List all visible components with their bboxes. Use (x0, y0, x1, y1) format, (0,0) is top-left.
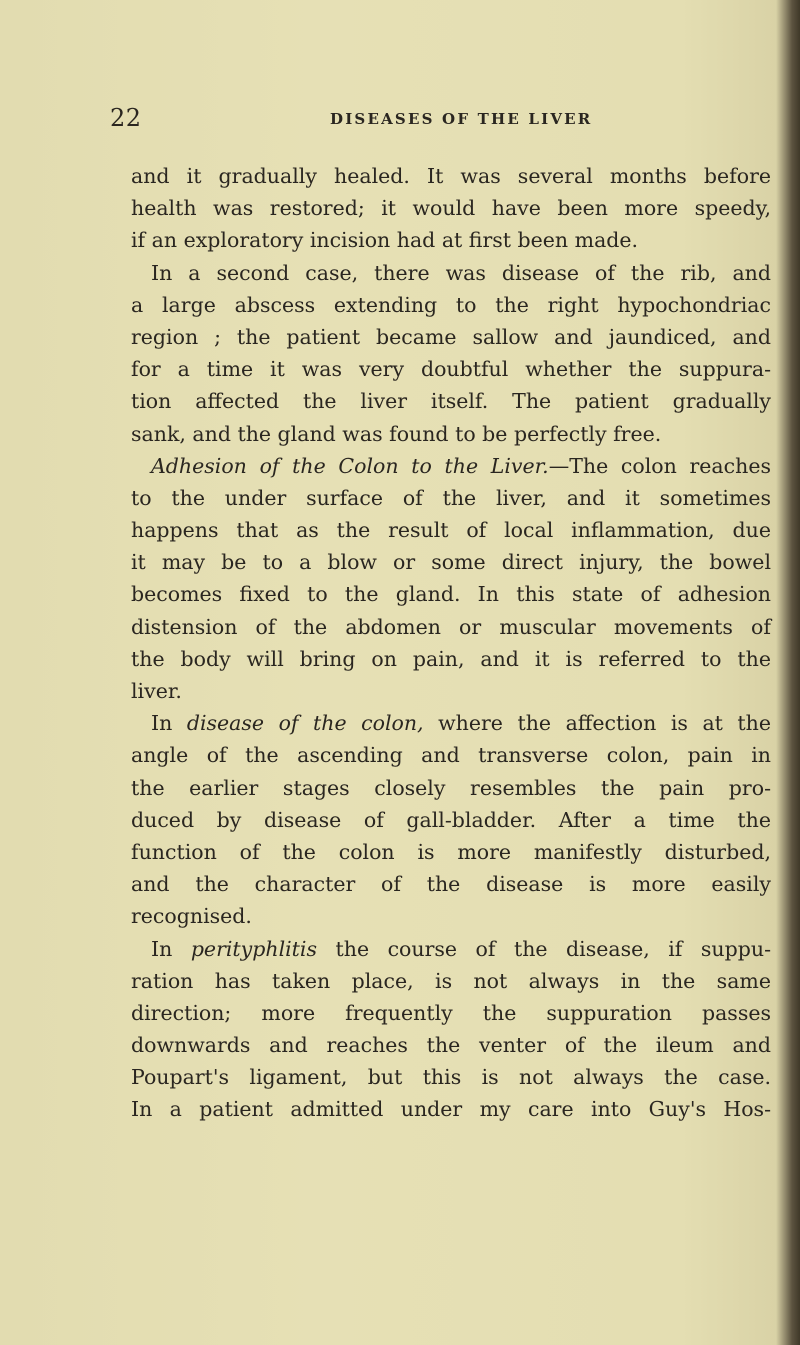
body-text (131, 160, 771, 1126)
text-line: health was restored; it would have been more speedy, (131, 196, 771, 221)
text-line: for a time it was very doubtful whether the suppura- (131, 357, 771, 382)
text-line: region ; the patient became sallow and jaundiced, and (131, 324, 771, 349)
text-line: distension of the abdomen or muscular movements of (131, 614, 771, 639)
text-line: angle of the ascending and transverse colon, pain in (131, 743, 771, 768)
text-line: duced by disease of gall-bladder. After a time the (131, 807, 771, 832)
text-line: In a patient admitted under my care into Guy's Hos- (131, 1097, 771, 1122)
section-heading: Adhesion of the Colon to the Liver. (151, 453, 549, 478)
text-line: tion affected the liver itself. The patient gradually (131, 389, 771, 414)
emphasis-text: perityphlitis (190, 936, 317, 961)
text-line: it may be to a blow or some direct injury, the bowel (131, 550, 771, 575)
text-line: sank, and the gland was found to be perfectly free. (131, 421, 662, 446)
text-line: the body will bring on pain, and it is referred to the (131, 646, 771, 671)
text-line: happens that as the result of local inflammation, due (131, 518, 771, 543)
text-line: In a second case, there was disease of the rib, and (151, 260, 771, 285)
text-line: liver. (131, 679, 182, 703)
text-line: Adhesion of the Colon to the Liver.—The colon reaches (151, 453, 771, 478)
emphasis-text: disease of the colon, (186, 711, 424, 736)
text-line: direction; more frequently the suppuration passes (131, 1000, 771, 1025)
text-line: and the character of the disease is more easily (131, 872, 771, 897)
page-number: 22 (110, 104, 142, 132)
text-line: In perityphlitis the course of the disease, if suppu- (151, 936, 771, 961)
text-line: and it gradually healed. It was several months before (131, 164, 771, 188)
text-line: becomes fixed to the gland. In this state of adhesion (131, 582, 771, 607)
text-line: function of the colon is more manifestly disturbed, (131, 839, 771, 864)
text-line: the earlier stages closely resembles the pain pro- (131, 775, 771, 800)
text-line: downwards and reaches the venter of the ileum and (131, 1033, 771, 1058)
text-line: ration has taken place, is not always in the same (131, 968, 771, 993)
text-line: a large abscess extending to the right hypochondriac (131, 292, 771, 317)
page-header (110, 104, 740, 132)
running-head: DISEASES OF THE LIVER (330, 110, 593, 128)
text-line: to the under surface of the liver, and it sometimes (131, 485, 771, 510)
text-line: Poupart's ligament, but this is not always the case. (131, 1065, 771, 1090)
text-line: if an exploratory incision had at first been made. (131, 228, 639, 253)
text-line: recognised. (131, 904, 252, 929)
text-line: In disease of the colon, where the affection is at the (151, 711, 772, 736)
